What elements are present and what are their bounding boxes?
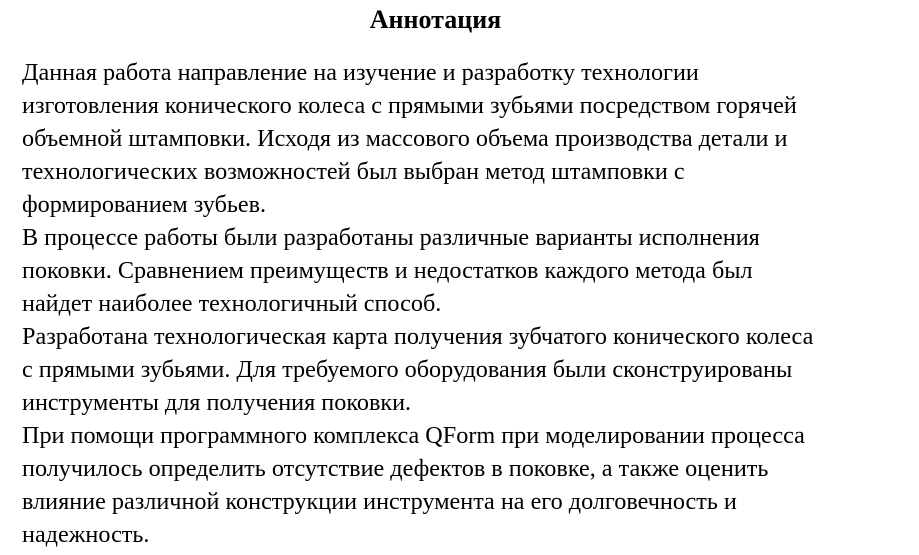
text-line: получилось определить отсутствие дефектов в поковке, а также оценить (22, 455, 769, 482)
text-line: надежность. (22, 521, 150, 548)
text-line: формированием зубьев. (22, 191, 267, 218)
text-line: влияние различной конструкции инструмента на его долговечность и (22, 488, 737, 515)
page-title: Аннотация (369, 5, 502, 34)
text-line: Разработана технологическая карта получения зубчатого конического колеса (22, 323, 814, 350)
annotation-text (22, 56, 912, 551)
text-line: Данная работа направление на изучение и разработку технологии (22, 59, 699, 86)
text-line: поковки. Сравнением преимуществ и недостатков каждого метода был (22, 257, 753, 284)
text-line: с прямыми зубьями. Для требуемого оборудования были сконструированы (22, 356, 793, 383)
text-line: изготовления конического колеса с прямыми зубьями посредством горячей (22, 92, 797, 119)
text-line: технологических возможностей был выбран метод штамповки с (22, 158, 685, 185)
text-line: найдет наиболее технологичный способ. (22, 290, 442, 317)
text-line: В процессе работы были разработаны различные варианты исполнения (22, 224, 760, 251)
text-line: объемной штамповки. Исходя из массового объема производства детали и (22, 125, 788, 152)
text-line: При помощи программного комплекса QForm при моделировании процесса (22, 422, 805, 449)
text-line: инструменты для получения поковки. (22, 389, 412, 416)
